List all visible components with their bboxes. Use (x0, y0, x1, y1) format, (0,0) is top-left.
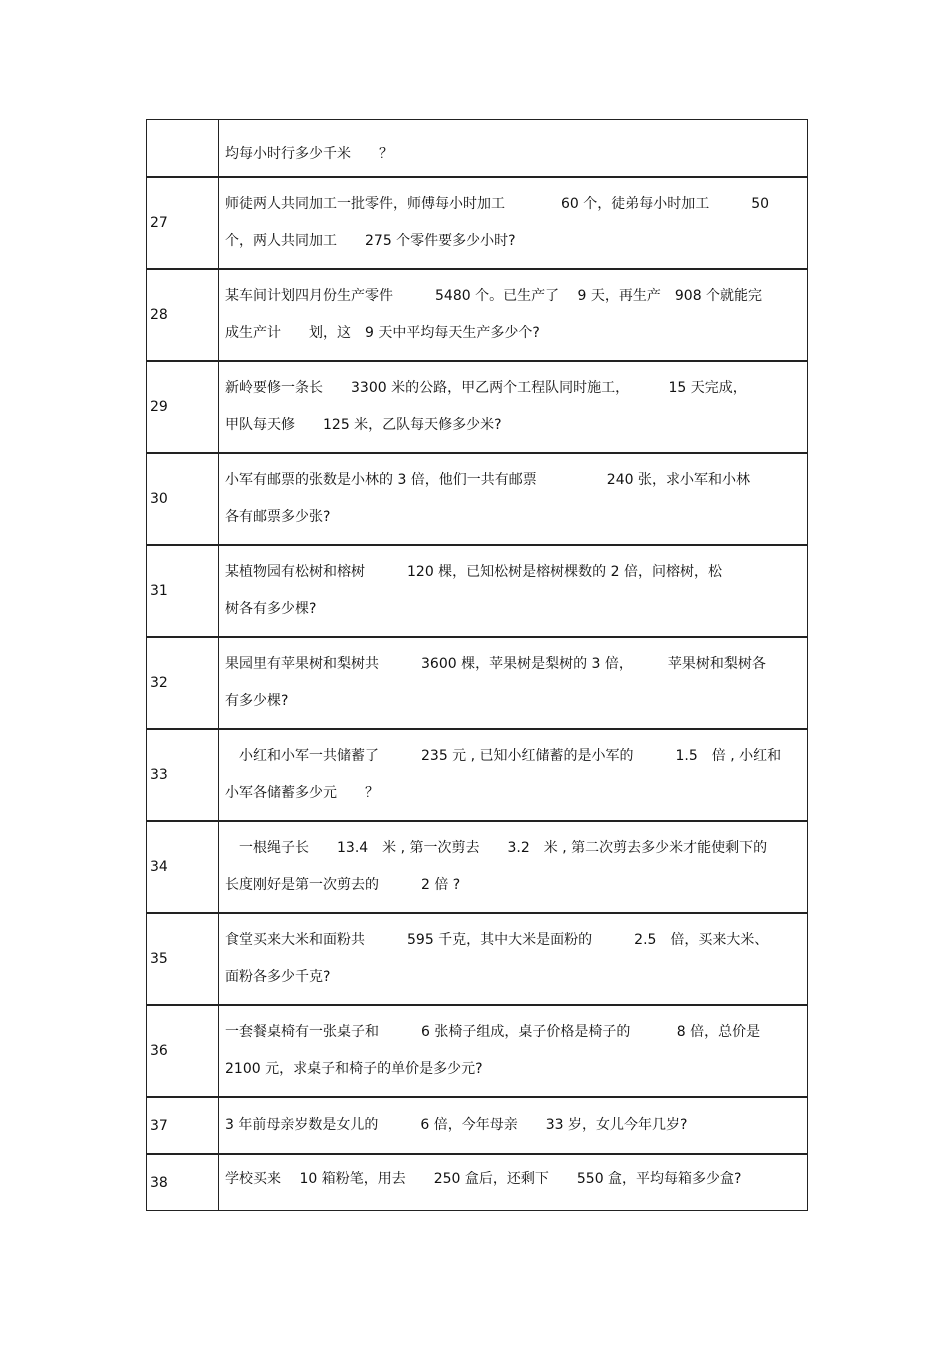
problem-number: 38 (147, 1154, 219, 1211)
table-row (147, 269, 808, 361)
table-row (147, 729, 808, 821)
problem-text-line: 成生产计 划，这 9 天中平均每天生产多少个? (225, 325, 540, 341)
problem-number: 36 (147, 1005, 219, 1097)
problem-text-line: 小红和小军一共储蓄了 235 元 , 已知小红储蓄的是小军的 1.5 倍 , 小红和 (225, 748, 782, 764)
problem-text-line: 3 年前母亲岁数是女儿的 6 倍，今年母亲 33 岁，女儿今年几岁? (225, 1117, 688, 1133)
problem-number: 35 (147, 913, 219, 1005)
problem-text-line: 果园里有苹果树和梨树共 3600 棵，苹果树是梨树的 3 倍， 苹果树和梨树各 (225, 656, 766, 672)
problem-number: 31 (147, 545, 219, 637)
problem-text (219, 1154, 808, 1211)
problem-text-line: 某植物园有松树和榕树 120 棵，已知松树是榕树棵数的 2 倍，问榕树，松 (225, 564, 722, 580)
table-row (147, 1005, 808, 1097)
problem-text-line: 学校买来 10 箱粉笔，用去 250 盒后，还剩下 550 盒，平均每箱多少盒? (225, 1171, 742, 1187)
table-row (147, 453, 808, 545)
problem-number: 28 (147, 269, 219, 361)
problem-number (147, 120, 219, 178)
problem-text (219, 1097, 808, 1154)
problem-number: 33 (147, 729, 219, 821)
problem-text-line: 树各有多少棵? (225, 601, 317, 617)
problem-number: 27 (147, 177, 219, 269)
problem-number: 34 (147, 821, 219, 913)
problem-text (219, 269, 808, 361)
problem-text-line: 长度刚好是第一次剪去的 2 倍 ? (225, 877, 461, 893)
problem-text-line: 个，两人共同加工 275 个零件要多少小时? (225, 233, 516, 249)
word-problems-table (146, 119, 808, 1211)
problem-number: 29 (147, 361, 219, 453)
problem-number: 32 (147, 637, 219, 729)
problem-text (219, 729, 808, 821)
problem-text (219, 361, 808, 453)
table-row (147, 545, 808, 637)
problem-text-line: 小军有邮票的张数是小林的 3 倍，他们一共有邮票 240 张，求小军和小林 (225, 472, 750, 488)
table-row (147, 637, 808, 729)
table-row (147, 1097, 808, 1154)
problem-text (219, 177, 808, 269)
problem-text-line: 一根绳子长 13.4 米 , 第一次剪去 3.2 米 , 第二次剪去多少米才能使剩下的 (225, 840, 768, 856)
problem-text-line: 各有邮票多少张? (225, 509, 331, 525)
problem-text (219, 637, 808, 729)
problem-number: 37 (147, 1097, 219, 1154)
problem-text-line: 食堂买来大米和面粉共 595 千克，其中大米是面粉的 2.5 倍，买来大米、 (225, 932, 769, 948)
table-row (147, 821, 808, 913)
problem-text (219, 545, 808, 637)
problem-number: 30 (147, 453, 219, 545)
problem-text (219, 913, 808, 1005)
table-row (147, 361, 808, 453)
problem-text (219, 453, 808, 545)
table-row (147, 1154, 808, 1211)
problem-text-line: 师徒两人共同加工一批零件，师傅每小时加工 60 个，徒弟每小时加工 50 (225, 196, 770, 212)
problem-text-line: 小军各储蓄多少元 ？ (225, 785, 379, 801)
problem-text-line: 一套餐桌椅有一张桌子和 6 张椅子组成，桌子价格是椅子的 8 倍，总价是 (225, 1024, 761, 1040)
table-row (147, 120, 808, 178)
problem-text (219, 821, 808, 913)
problem-text-line: 2100 元，求桌子和椅子的单价是多少元? (225, 1061, 483, 1077)
problem-text (219, 120, 808, 178)
table-row (147, 177, 808, 269)
problem-text-line: 某车间计划四月份生产零件 5480 个。已生产了 9 天，再生产 908 个就能完 (225, 288, 763, 304)
problem-text-line: 面粉各多少千克? (225, 969, 331, 985)
problem-text (219, 1005, 808, 1097)
problem-text-line: 有多少棵? (225, 693, 289, 709)
problem-text-line: 甲队每天修 125 米，乙队每天修多少米? (225, 417, 502, 433)
problem-text-line: 均每小时行多少千米 ？ (225, 145, 393, 162)
problem-text-line: 新岭要修一条长 3300 米的公路，甲乙两个工程队同时施工， 15 天完成， (225, 380, 747, 396)
table-row (147, 913, 808, 1005)
